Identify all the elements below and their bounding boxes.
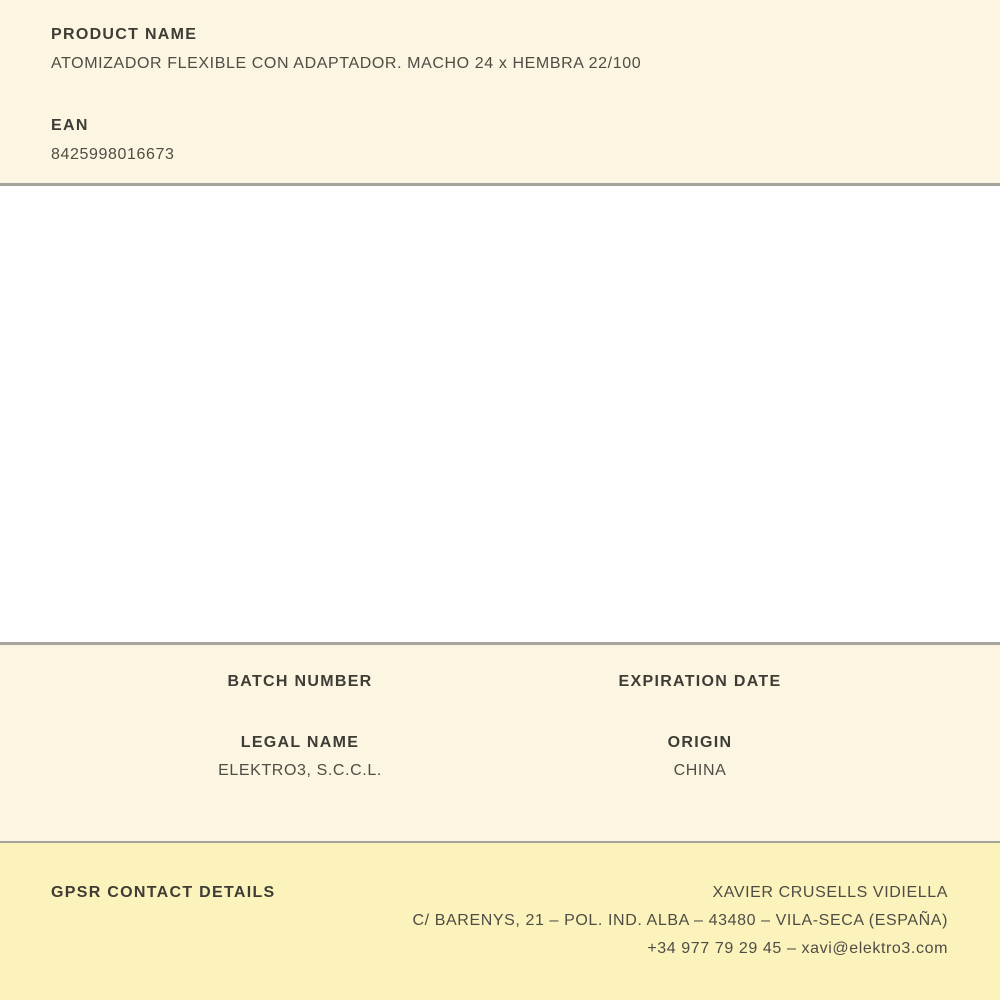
expiration-date-field — [500, 671, 900, 695]
origin-field — [500, 732, 900, 786]
product-image-area — [0, 186, 1000, 645]
gpsr-contact-person: XAVIER CRUSELLS VIDIELLA — [712, 884, 948, 901]
batch-number-label: BATCH NUMBER — [227, 673, 373, 690]
gpsr-contact-section — [0, 843, 1000, 1000]
details-row-legal-origin — [100, 732, 900, 786]
details-section — [0, 645, 1000, 843]
origin-value: CHINA — [673, 762, 727, 779]
batch-number-field — [100, 671, 500, 695]
ean-label: EAN — [51, 117, 89, 134]
product-info-section — [0, 0, 1000, 186]
ean-value: 8425998016673 — [51, 146, 175, 163]
ean-field — [51, 115, 949, 170]
legal-name-field — [100, 732, 500, 786]
origin-label: ORIGIN — [667, 734, 733, 751]
gpsr-contact-title: GPSR CONTACT DETAILS — [51, 884, 276, 901]
gpsr-contact-address: C/ BARENYS, 21 – POL. IND. ALBA – 43480 – VILA-SECA (ESPAÑA) — [412, 912, 948, 929]
product-name-field — [51, 24, 949, 79]
legal-name-label: LEGAL NAME — [240, 734, 360, 751]
details-row-batch-expiration — [100, 671, 900, 695]
product-name-value: ATOMIZADOR FLEXIBLE CON ADAPTADOR. MACHO 24 x HEMBRA 22/100 — [51, 55, 642, 72]
gpsr-contact-block — [413, 879, 949, 963]
product-name-label: PRODUCT NAME — [51, 26, 198, 43]
gpsr-contact-phone-email: +34 977 79 29 45 – xavi@elektro3.com — [647, 940, 948, 957]
legal-name-value: ELEKTRO3, S.C.C.L. — [218, 762, 382, 779]
expiration-date-label: EXPIRATION DATE — [618, 673, 782, 690]
